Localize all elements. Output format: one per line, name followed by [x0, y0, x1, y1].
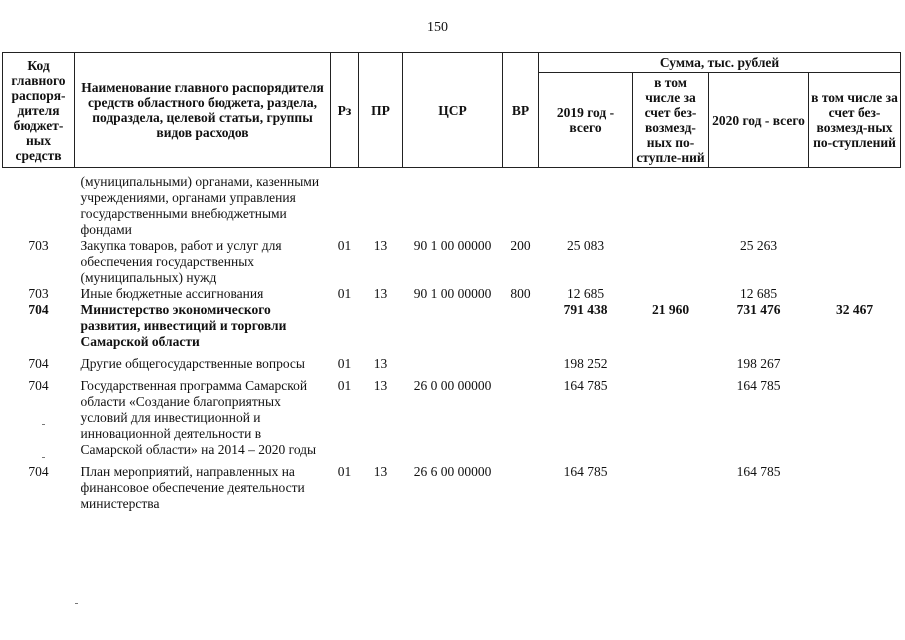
header-2020-total: 2020 год - всего: [709, 73, 809, 168]
cell-2019-free: [633, 168, 709, 239]
cell-rz: 01: [337, 356, 352, 371]
header-sum: Сумма, тыс. рублей: [539, 53, 901, 73]
table-body: [3, 168, 901, 513]
cell-2020-free: [809, 168, 901, 239]
budget-table: [2, 52, 901, 512]
table-row: [3, 286, 901, 302]
cell-code: 704: [28, 464, 49, 479]
scan-mark: [42, 424, 45, 425]
cell-code: 703: [28, 286, 49, 301]
cell-2019-free: [633, 378, 709, 464]
cell-code: 704: [28, 378, 49, 393]
header-rz: Рз: [331, 53, 359, 168]
cell-2020-free: 32 467: [835, 302, 874, 317]
cell-2019-free: [633, 238, 709, 286]
page-number: 150: [427, 20, 448, 35]
cell-code: 703: [28, 238, 49, 253]
cell-rz: 01: [337, 238, 352, 253]
cell-name: Министерство экономического развития, инвестиций и торговли Самарской области: [80, 302, 287, 349]
header-2019-free: в том числе за счет без-возмезд-ных по-ступле-ний: [633, 73, 709, 168]
cell-name: Закупка товаров, работ и услуг для обеспечения государственных (муниципальных) нужд: [80, 238, 282, 285]
cell-name: Другие общегосударственные вопросы: [80, 356, 305, 371]
cell-2020-free: [809, 464, 901, 512]
cell-name: (муниципальными) органами, казенными учреждениями, органами управления государственными внебюджетными фондами: [80, 174, 320, 237]
cell-rz: 01: [337, 286, 352, 301]
cell-2020-free: [809, 378, 901, 464]
cell-pr: [359, 302, 403, 356]
header-csr: ЦСР: [403, 53, 503, 168]
header-name: Наименование главного распорядителя средств областного бюджета, раздела, подраздела, целевой статьи, группы видов расходов: [75, 53, 331, 168]
cell-pr: 13: [373, 378, 388, 393]
table-row: [3, 378, 901, 464]
header-code: Код главного распоря-дителя бюджет-ных средств: [3, 53, 75, 168]
cell-code: 704: [28, 356, 49, 371]
table-row: [3, 302, 901, 356]
cell-name: Государственная программа Самарской области «Создание благоприятных условий для инвестиционной и инновационной деятельности в Самарской области» на 2014 – 2020 годы: [80, 378, 317, 457]
cell-2019-total: 25 083: [566, 238, 605, 253]
table-row: [3, 464, 901, 512]
cell-2020-total: 12 685: [739, 286, 778, 301]
cell-rz: [331, 168, 359, 239]
cell-2019-total: 791 438: [563, 302, 608, 317]
header-2019-total: 2019 год - всего: [539, 73, 633, 168]
cell-2019-total: 164 785: [563, 378, 608, 393]
cell-2019-free: [633, 464, 709, 512]
table-header: [3, 53, 901, 168]
cell-vr: 800: [510, 286, 531, 301]
header-2020-free: в том числе за счет без-возмезд-ных по-ступлений: [809, 73, 901, 168]
cell-2019-free: [633, 356, 709, 378]
cell-rz: [331, 302, 359, 356]
cell-2019-free: 21 960: [651, 302, 690, 317]
cell-2020-total: 164 785: [736, 464, 781, 479]
cell-csr: 90 1 00 00000: [413, 286, 492, 301]
cell-2020-total: [709, 168, 809, 239]
cell-csr: [403, 356, 503, 378]
cell-2019-total: [539, 168, 633, 239]
cell-2019-total: 198 252: [563, 356, 608, 371]
cell-pr: 13: [373, 464, 388, 479]
cell-2020-total: 25 263: [739, 238, 778, 253]
cell-csr: 26 0 00 00000: [413, 378, 492, 393]
cell-rz: 01: [337, 464, 352, 479]
table-row: [3, 356, 901, 378]
cell-2019-total: 12 685: [566, 286, 605, 301]
cell-csr: [403, 168, 503, 239]
cell-2019-free: [633, 286, 709, 302]
cell-code: 704: [28, 302, 49, 317]
cell-pr: 13: [373, 238, 388, 253]
table-row: [3, 238, 901, 286]
cell-2020-free: [809, 356, 901, 378]
cell-pr: 13: [373, 286, 388, 301]
cell-2020-total: 731 476: [736, 302, 781, 317]
cell-pr: [359, 168, 403, 239]
header-pr: ПР: [359, 53, 403, 168]
cell-code: [3, 168, 75, 239]
cell-name: Иные бюджетные ассигнования: [80, 286, 264, 301]
cell-rz: 01: [337, 378, 352, 393]
header-vr: ВР: [503, 53, 539, 168]
cell-2020-free: [809, 238, 901, 286]
cell-2020-total: 164 785: [736, 378, 781, 393]
cell-csr: [403, 302, 503, 356]
cell-csr: 90 1 00 00000: [413, 238, 492, 253]
scan-mark: [42, 457, 45, 458]
cell-2019-total: 164 785: [563, 464, 608, 479]
cell-vr: [503, 464, 539, 512]
scan-mark: [75, 603, 78, 604]
cell-vr: [503, 378, 539, 464]
table-row: [3, 168, 901, 239]
cell-vr: [503, 356, 539, 378]
cell-2020-total: 198 267: [736, 356, 781, 371]
cell-vr: [503, 302, 539, 356]
cell-2020-free: [809, 286, 901, 302]
cell-name: План мероприятий, направленных на финансовое обеспечение деятельности министерства: [80, 464, 305, 511]
cell-vr: [503, 168, 539, 239]
cell-vr: 200: [510, 238, 531, 253]
cell-csr: 26 6 00 00000: [413, 464, 492, 479]
cell-pr: 13: [373, 356, 388, 371]
